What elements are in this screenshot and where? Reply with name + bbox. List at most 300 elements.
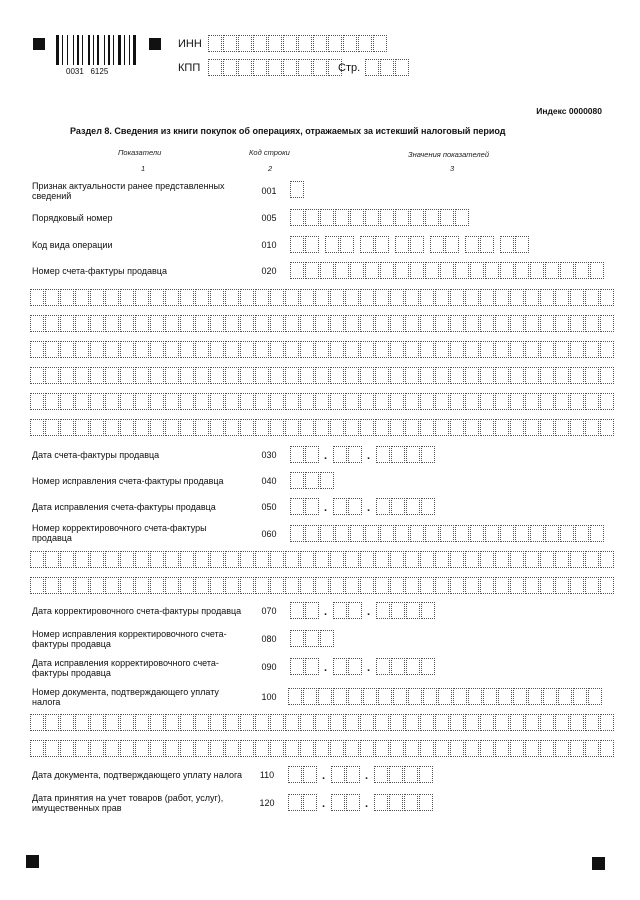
char-cell bbox=[290, 525, 304, 542]
column-header-values: Значения показателей bbox=[408, 150, 490, 159]
column-number-2: 2 bbox=[268, 164, 273, 173]
char-cell bbox=[210, 341, 224, 358]
char-cell bbox=[165, 367, 179, 384]
barcode-bar bbox=[77, 35, 79, 65]
char-cell bbox=[540, 419, 554, 436]
char-cell bbox=[105, 714, 119, 731]
char-cell bbox=[435, 577, 449, 594]
char-cell bbox=[540, 393, 554, 410]
char-cell bbox=[330, 714, 344, 731]
char-cell bbox=[305, 472, 319, 489]
char-cell bbox=[406, 446, 420, 463]
char-cell bbox=[315, 714, 329, 731]
field-030-day[interactable] bbox=[290, 446, 320, 463]
char-cell bbox=[345, 551, 359, 568]
char-cell bbox=[376, 658, 390, 675]
corner-marker-top-left bbox=[33, 38, 45, 50]
row-010-label: Код вида операции bbox=[32, 240, 113, 250]
barcode-bar bbox=[93, 35, 94, 65]
char-cell bbox=[585, 419, 599, 436]
char-cell bbox=[425, 262, 439, 279]
char-cell bbox=[60, 577, 74, 594]
char-cell bbox=[105, 289, 119, 306]
char-cell bbox=[570, 341, 584, 358]
char-cell bbox=[313, 35, 327, 52]
char-cell bbox=[150, 367, 164, 384]
char-cell bbox=[105, 577, 119, 594]
char-cell bbox=[570, 393, 584, 410]
char-cell bbox=[465, 367, 479, 384]
char-cell bbox=[375, 341, 389, 358]
field-060-line-1[interactable] bbox=[30, 551, 615, 568]
char-cell bbox=[255, 714, 269, 731]
char-cell bbox=[395, 525, 409, 542]
field-100-line-2[interactable] bbox=[30, 740, 615, 757]
field-060-line-2[interactable] bbox=[30, 577, 615, 594]
char-cell bbox=[455, 525, 469, 542]
char-cell bbox=[210, 577, 224, 594]
corner-marker-bottom-left bbox=[26, 855, 39, 868]
char-cell bbox=[390, 289, 404, 306]
char-cell bbox=[510, 419, 524, 436]
char-cell bbox=[528, 688, 542, 705]
row-120-label: Дата принятия на учет товаров (работ, услуг), имущественных прав bbox=[32, 793, 224, 813]
char-cell bbox=[255, 393, 269, 410]
char-cell bbox=[255, 315, 269, 332]
char-cell bbox=[30, 714, 44, 731]
char-cell bbox=[391, 658, 405, 675]
char-cell bbox=[305, 236, 319, 253]
field-110-year[interactable] bbox=[374, 766, 434, 783]
date-separator: . bbox=[367, 450, 371, 462]
char-cell bbox=[330, 315, 344, 332]
char-cell bbox=[585, 740, 599, 757]
char-cell bbox=[406, 658, 420, 675]
char-cell bbox=[30, 577, 44, 594]
char-cell bbox=[90, 315, 104, 332]
char-cell bbox=[195, 315, 209, 332]
char-cell bbox=[346, 794, 360, 811]
char-cell bbox=[238, 59, 252, 76]
char-cell bbox=[450, 714, 464, 731]
char-cell bbox=[255, 577, 269, 594]
char-cell bbox=[135, 551, 149, 568]
row-100-label: Номер документа, подтверждающего уплату налога bbox=[32, 687, 219, 707]
char-cell bbox=[135, 740, 149, 757]
char-cell bbox=[375, 551, 389, 568]
field-090-month[interactable] bbox=[333, 658, 363, 675]
char-cell bbox=[90, 714, 104, 731]
char-cell bbox=[300, 393, 314, 410]
char-cell bbox=[195, 551, 209, 568]
char-cell bbox=[313, 59, 327, 76]
kpp-cells[interactable] bbox=[208, 59, 343, 76]
char-cell bbox=[450, 419, 464, 436]
char-cell bbox=[225, 740, 239, 757]
char-cell bbox=[430, 236, 444, 253]
date-separator: . bbox=[324, 662, 328, 674]
char-cell bbox=[455, 262, 469, 279]
char-cell bbox=[510, 315, 524, 332]
char-cell bbox=[305, 525, 319, 542]
field-030-year[interactable] bbox=[376, 446, 436, 463]
char-cell bbox=[555, 551, 569, 568]
row-090-label: Дата исправления корректировочного счета-фактуры продавца bbox=[32, 658, 219, 678]
char-cell bbox=[376, 446, 390, 463]
char-cell bbox=[290, 209, 304, 226]
field-020[interactable] bbox=[290, 262, 605, 279]
char-cell bbox=[305, 498, 319, 515]
char-cell bbox=[348, 688, 362, 705]
char-cell bbox=[360, 393, 374, 410]
char-cell bbox=[404, 766, 418, 783]
char-cell bbox=[500, 525, 514, 542]
char-cell bbox=[435, 289, 449, 306]
char-cell bbox=[270, 714, 284, 731]
char-cell bbox=[365, 262, 379, 279]
char-cell bbox=[320, 262, 334, 279]
char-cell bbox=[573, 688, 587, 705]
char-cell bbox=[253, 35, 267, 52]
char-cell bbox=[225, 289, 239, 306]
char-cell bbox=[270, 419, 284, 436]
row-100-code: 100 bbox=[261, 692, 277, 702]
char-cell bbox=[120, 341, 134, 358]
char-cell bbox=[150, 714, 164, 731]
field-020-line-5[interactable] bbox=[30, 393, 615, 410]
char-cell bbox=[75, 289, 89, 306]
char-cell bbox=[421, 602, 435, 619]
char-cell bbox=[358, 35, 372, 52]
char-cell bbox=[288, 688, 302, 705]
char-cell bbox=[495, 393, 509, 410]
char-cell bbox=[510, 577, 524, 594]
char-cell bbox=[320, 209, 334, 226]
char-cell bbox=[165, 315, 179, 332]
char-cell bbox=[285, 289, 299, 306]
char-cell bbox=[346, 766, 360, 783]
char-cell bbox=[555, 714, 569, 731]
row-060-label: Номер корректировочного счета-фактуры продавца bbox=[32, 523, 207, 543]
char-cell bbox=[288, 766, 302, 783]
field-070-year[interactable] bbox=[376, 602, 436, 619]
field-090-day[interactable] bbox=[290, 658, 320, 675]
char-cell bbox=[290, 446, 304, 463]
char-cell bbox=[290, 262, 304, 279]
barcode-bar bbox=[62, 35, 63, 65]
barcode-bar bbox=[97, 35, 99, 65]
char-cell bbox=[391, 602, 405, 619]
char-cell bbox=[405, 714, 419, 731]
char-cell bbox=[480, 740, 494, 757]
field-020-line-1[interactable] bbox=[30, 289, 615, 306]
field-040[interactable] bbox=[290, 472, 335, 489]
char-cell bbox=[150, 341, 164, 358]
char-cell bbox=[420, 577, 434, 594]
char-cell bbox=[480, 393, 494, 410]
char-cell bbox=[268, 59, 282, 76]
char-cell bbox=[360, 740, 374, 757]
field-110-month[interactable] bbox=[331, 766, 361, 783]
char-cell bbox=[225, 577, 239, 594]
char-cell bbox=[75, 393, 89, 410]
char-cell bbox=[225, 551, 239, 568]
char-cell bbox=[298, 59, 312, 76]
char-cell bbox=[540, 551, 554, 568]
char-cell bbox=[330, 577, 344, 594]
char-cell bbox=[555, 289, 569, 306]
barcode-bar bbox=[113, 35, 114, 65]
char-cell bbox=[376, 498, 390, 515]
char-cell bbox=[495, 341, 509, 358]
char-cell bbox=[600, 315, 614, 332]
field-070-day[interactable] bbox=[290, 602, 320, 619]
char-cell bbox=[150, 740, 164, 757]
char-cell bbox=[180, 419, 194, 436]
char-cell bbox=[360, 289, 374, 306]
char-cell bbox=[240, 367, 254, 384]
char-cell bbox=[555, 740, 569, 757]
field-020-line-2[interactable] bbox=[30, 315, 615, 332]
char-cell bbox=[570, 419, 584, 436]
char-cell bbox=[525, 419, 539, 436]
char-cell bbox=[395, 209, 409, 226]
char-cell bbox=[283, 59, 297, 76]
char-cell bbox=[270, 341, 284, 358]
field-050-year[interactable] bbox=[376, 498, 436, 515]
char-cell bbox=[540, 367, 554, 384]
char-cell bbox=[331, 794, 345, 811]
row-060-code: 060 bbox=[261, 529, 277, 539]
field-060[interactable] bbox=[290, 525, 605, 542]
field-120-year[interactable] bbox=[374, 794, 434, 811]
char-cell bbox=[420, 367, 434, 384]
char-cell bbox=[525, 714, 539, 731]
char-cell bbox=[545, 525, 559, 542]
field-100[interactable] bbox=[288, 688, 603, 705]
char-cell bbox=[360, 419, 374, 436]
char-cell bbox=[440, 209, 454, 226]
char-cell bbox=[315, 315, 329, 332]
field-080[interactable] bbox=[290, 630, 335, 647]
field-020-line-4[interactable] bbox=[30, 367, 615, 384]
char-cell bbox=[330, 289, 344, 306]
char-cell bbox=[360, 315, 374, 332]
char-cell bbox=[375, 577, 389, 594]
char-cell bbox=[450, 740, 464, 757]
char-cell bbox=[600, 367, 614, 384]
field-110-day[interactable] bbox=[288, 766, 318, 783]
char-cell bbox=[390, 551, 404, 568]
char-cell bbox=[75, 341, 89, 358]
char-cell bbox=[225, 341, 239, 358]
field-120-day[interactable] bbox=[288, 794, 318, 811]
char-cell bbox=[390, 393, 404, 410]
char-cell bbox=[330, 551, 344, 568]
field-010[interactable] bbox=[290, 236, 530, 253]
char-cell bbox=[513, 688, 527, 705]
page-cells[interactable] bbox=[365, 59, 410, 76]
row-050-code: 050 bbox=[261, 502, 277, 512]
inn-cells[interactable] bbox=[208, 35, 388, 52]
char-cell bbox=[600, 714, 614, 731]
date-separator: . bbox=[367, 606, 371, 618]
char-cell bbox=[30, 551, 44, 568]
char-cell bbox=[240, 714, 254, 731]
char-cell bbox=[391, 446, 405, 463]
char-cell bbox=[285, 577, 299, 594]
char-cell bbox=[525, 315, 539, 332]
char-cell bbox=[570, 551, 584, 568]
char-cell bbox=[419, 766, 433, 783]
char-cell bbox=[360, 236, 374, 253]
char-cell bbox=[450, 341, 464, 358]
char-cell bbox=[45, 714, 59, 731]
row-110-code: 110 bbox=[259, 770, 275, 780]
char-cell bbox=[390, 341, 404, 358]
char-cell bbox=[420, 551, 434, 568]
char-cell bbox=[270, 551, 284, 568]
barcode-bar bbox=[118, 35, 121, 65]
char-cell bbox=[405, 419, 419, 436]
char-cell bbox=[285, 341, 299, 358]
char-cell bbox=[300, 315, 314, 332]
char-cell bbox=[350, 525, 364, 542]
char-cell bbox=[325, 236, 339, 253]
char-cell bbox=[530, 525, 544, 542]
field-001[interactable] bbox=[290, 181, 305, 198]
char-cell bbox=[480, 341, 494, 358]
char-cell bbox=[450, 315, 464, 332]
char-cell bbox=[120, 289, 134, 306]
char-cell bbox=[238, 35, 252, 52]
char-cell bbox=[421, 658, 435, 675]
char-cell bbox=[435, 419, 449, 436]
char-cell bbox=[60, 315, 74, 332]
char-cell bbox=[420, 419, 434, 436]
char-cell bbox=[333, 688, 347, 705]
section-title: Раздел 8. Сведения из книги покупок об операциях, отражаемых за истекший налоговый период bbox=[70, 126, 506, 136]
char-cell bbox=[45, 367, 59, 384]
char-cell bbox=[180, 367, 194, 384]
char-cell bbox=[378, 688, 392, 705]
char-cell bbox=[240, 577, 254, 594]
field-070-month[interactable] bbox=[333, 602, 363, 619]
char-cell bbox=[290, 236, 304, 253]
char-cell bbox=[333, 498, 347, 515]
char-cell bbox=[600, 393, 614, 410]
char-cell bbox=[75, 419, 89, 436]
char-cell bbox=[90, 419, 104, 436]
char-cell bbox=[45, 341, 59, 358]
char-cell bbox=[240, 419, 254, 436]
row-001-label: Признак актуальности ранее представленных сведений bbox=[32, 181, 225, 201]
char-cell bbox=[328, 35, 342, 52]
field-090-year[interactable] bbox=[376, 658, 436, 675]
char-cell bbox=[498, 688, 512, 705]
field-005[interactable] bbox=[290, 209, 470, 226]
char-cell bbox=[421, 446, 435, 463]
char-cell bbox=[315, 341, 329, 358]
field-050-day[interactable] bbox=[290, 498, 320, 515]
char-cell bbox=[450, 551, 464, 568]
char-cell bbox=[348, 658, 362, 675]
char-cell bbox=[480, 577, 494, 594]
char-cell bbox=[390, 367, 404, 384]
char-cell bbox=[90, 393, 104, 410]
char-cell bbox=[480, 714, 494, 731]
char-cell bbox=[365, 525, 379, 542]
char-cell bbox=[330, 341, 344, 358]
char-cell bbox=[105, 393, 119, 410]
char-cell bbox=[450, 577, 464, 594]
char-cell bbox=[445, 236, 459, 253]
char-cell bbox=[305, 602, 319, 619]
column-number-1: 1 bbox=[141, 164, 146, 173]
char-cell bbox=[315, 367, 329, 384]
char-cell bbox=[410, 525, 424, 542]
char-cell bbox=[590, 525, 604, 542]
char-cell bbox=[320, 472, 334, 489]
date-separator: . bbox=[322, 798, 326, 810]
char-cell bbox=[560, 525, 574, 542]
char-cell bbox=[195, 367, 209, 384]
field-120-month[interactable] bbox=[331, 794, 361, 811]
char-cell bbox=[450, 367, 464, 384]
char-cell bbox=[180, 740, 194, 757]
char-cell bbox=[343, 35, 357, 52]
char-cell bbox=[285, 393, 299, 410]
field-020-line-6[interactable] bbox=[30, 419, 615, 436]
char-cell bbox=[60, 714, 74, 731]
char-cell bbox=[335, 525, 349, 542]
char-cell bbox=[348, 446, 362, 463]
char-cell bbox=[30, 740, 44, 757]
char-cell bbox=[90, 367, 104, 384]
char-cell bbox=[225, 393, 239, 410]
barcode-bar bbox=[129, 35, 130, 65]
char-cell bbox=[270, 740, 284, 757]
char-cell bbox=[585, 315, 599, 332]
char-cell bbox=[210, 740, 224, 757]
char-cell bbox=[389, 766, 403, 783]
field-100-line-1[interactable] bbox=[30, 714, 615, 731]
field-050-month[interactable] bbox=[333, 498, 363, 515]
char-cell bbox=[285, 419, 299, 436]
column-header-indicators: Показатели bbox=[118, 148, 162, 157]
char-cell bbox=[435, 315, 449, 332]
barcode-bar bbox=[104, 35, 105, 65]
barcode bbox=[56, 35, 136, 65]
char-cell bbox=[303, 766, 317, 783]
char-cell bbox=[135, 289, 149, 306]
barcode-bar bbox=[56, 35, 59, 65]
char-cell bbox=[540, 289, 554, 306]
row-080-label: Номер исправления корректировочного счета-фактуры продавца bbox=[32, 629, 227, 649]
char-cell bbox=[380, 59, 394, 76]
row-020-label: Номер счета-фактуры продавца bbox=[32, 266, 167, 276]
field-020-line-3[interactable] bbox=[30, 341, 615, 358]
char-cell bbox=[455, 209, 469, 226]
char-cell bbox=[395, 262, 409, 279]
char-cell bbox=[390, 740, 404, 757]
char-cell bbox=[420, 714, 434, 731]
char-cell bbox=[165, 289, 179, 306]
char-cell bbox=[480, 315, 494, 332]
char-cell bbox=[510, 393, 524, 410]
char-cell bbox=[555, 367, 569, 384]
field-030-month[interactable] bbox=[333, 446, 363, 463]
